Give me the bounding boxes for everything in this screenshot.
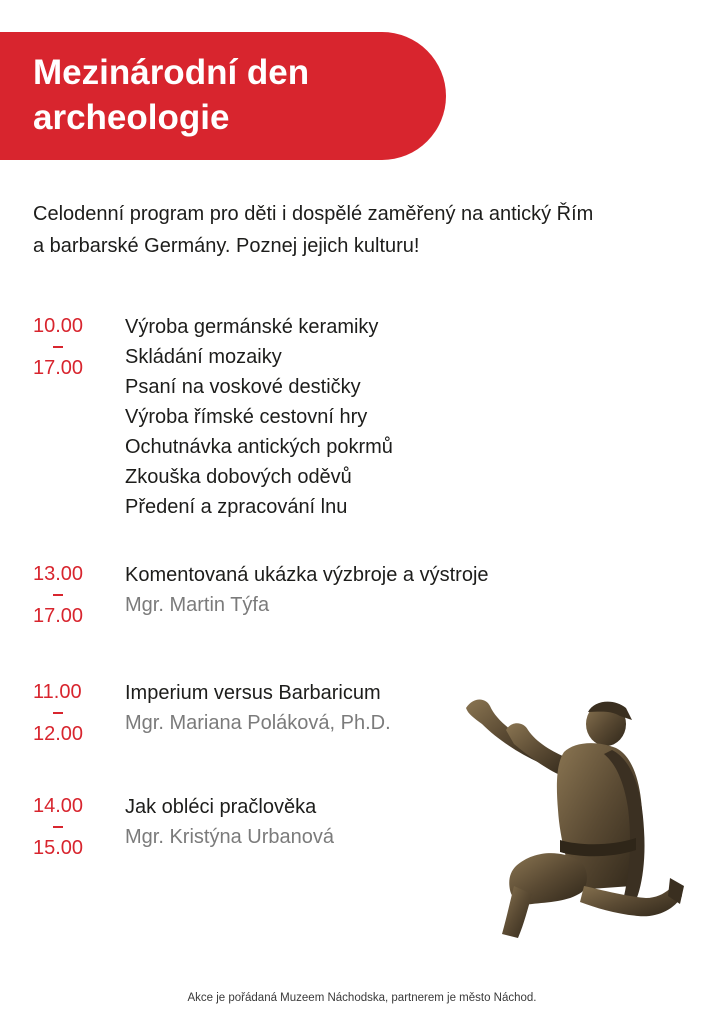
kneeling-barbarian-statuette-image: [456, 690, 686, 950]
slot-3-end-time: 12.00: [33, 722, 84, 745]
activity-item: Výroba římské cestovní hry: [125, 406, 368, 428]
slot-3-start-time: 11.00: [33, 681, 82, 703]
slot-3-time: [33, 682, 93, 744]
program-title: Jak obléci pračlověka: [125, 796, 317, 818]
program-speaker: Mgr. Mariana Poláková, Ph.D.: [125, 712, 391, 734]
time-range-dash: [53, 826, 63, 828]
time-range-dash: [53, 346, 63, 348]
activity-item: Zkouška dobových oděvů: [125, 466, 352, 488]
slot-4-program: [125, 792, 334, 852]
slot-1-time: [33, 316, 93, 378]
page-title-line-2: archeologie: [33, 98, 230, 137]
activity-item: Psaní na voskové destičky: [125, 376, 361, 398]
page-title-line-1: Mezinárodní den: [33, 53, 310, 92]
program-title: Komentovaná ukázka výzbroje a výstroje: [125, 564, 489, 586]
slot-1-activity-list: [125, 312, 393, 522]
activity-item: Skládání mozaiky: [125, 346, 282, 368]
intro-line-2: a barbarské Germány. Poznej jejich kulturu!: [33, 235, 420, 257]
slot-4-time: [33, 796, 93, 858]
footer-note: Akce je pořádaná Muzeem Náchodska, partnerem je město Náchod.: [187, 992, 537, 1004]
slot-3-program: [125, 678, 391, 738]
slot-2-program: [125, 560, 489, 620]
title-banner: [0, 32, 446, 160]
time-range-dash: [53, 594, 63, 596]
slot-2-start-time: 13.00: [33, 563, 84, 585]
program-title: Imperium versus Barbaricum: [125, 682, 381, 704]
program-speaker: Mgr. Kristýna Urbanová: [125, 826, 334, 848]
intro-text: [33, 198, 713, 262]
time-range-dash: [53, 712, 63, 714]
slot-4-end-time: 15.00: [33, 836, 84, 859]
program-speaker: Mgr. Martin Týfa: [125, 594, 270, 616]
slot-1-start-time: 10.00: [33, 315, 84, 337]
intro-line-1: Celodenní program pro děti i dospělé zaměřený na antický Řím: [33, 203, 594, 225]
slot-1-end-time: 17.00: [33, 356, 84, 379]
activity-item: Předení a zpracování lnu: [125, 496, 348, 518]
slot-2-time: [33, 564, 93, 626]
activity-item: Výroba germánské keramiky: [125, 316, 379, 338]
activity-item: Ochutnávka antických pokrmů: [125, 436, 393, 458]
slot-2-end-time: 17.00: [33, 604, 84, 627]
slot-4-start-time: 14.00: [33, 795, 84, 817]
